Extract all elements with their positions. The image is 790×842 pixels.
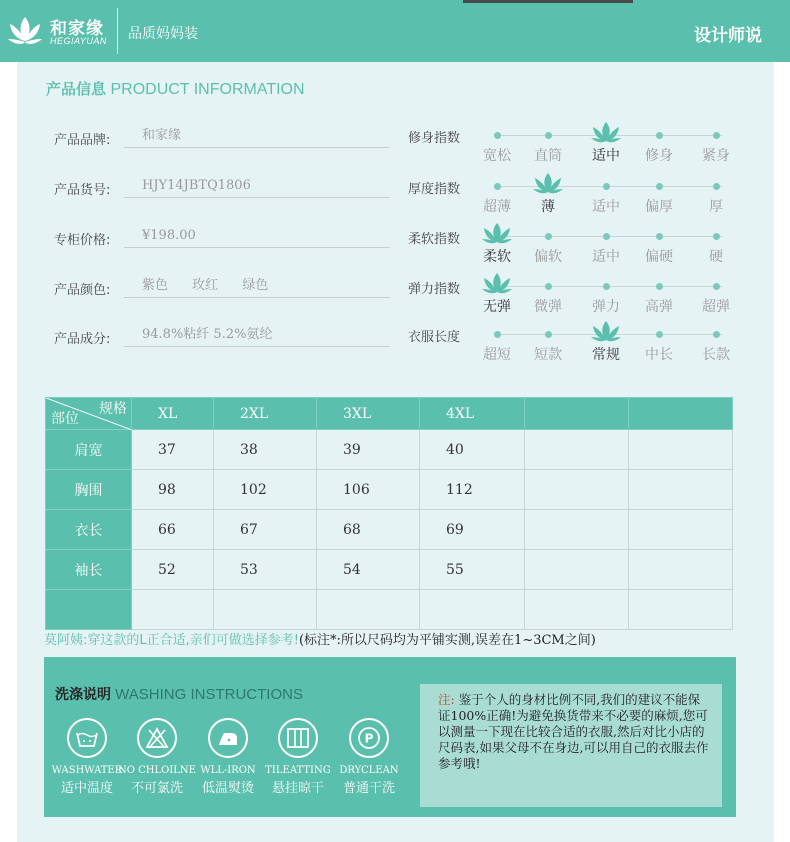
- corner-spec-label: 规格: [99, 401, 127, 417]
- designer-says-link[interactable]: 设计师说: [694, 26, 762, 46]
- lotus-marker-icon: [590, 320, 622, 342]
- scale-dot: [713, 183, 720, 190]
- scale-option: 无弹: [483, 299, 511, 315]
- scale-dot: [656, 283, 663, 290]
- sizing-notice: [420, 684, 722, 807]
- scale-option: 直筒: [534, 148, 562, 164]
- scale-option: 适中: [592, 199, 620, 215]
- wash-code: WLL-IRON: [200, 765, 256, 776]
- table-cell: 55: [420, 550, 525, 590]
- table-cell: 67: [214, 510, 317, 550]
- scale-option: 薄: [541, 199, 555, 215]
- table-cell: [214, 590, 317, 630]
- washing-section: [44, 657, 736, 817]
- lotus-logo-icon: [6, 14, 44, 48]
- table-cell: [629, 470, 733, 510]
- scale-dot: [494, 132, 501, 139]
- no-bleach-icon: [137, 718, 177, 758]
- wash-desc: 悬挂晾干: [271, 781, 324, 796]
- material-value: 94.8%粘纤 5.2%氨纶: [124, 325, 390, 347]
- table-cell: 69: [420, 510, 525, 550]
- table-cell: [525, 550, 629, 590]
- scale-option: 弹力: [592, 299, 620, 315]
- scale-option: 中长: [645, 347, 673, 363]
- scale-option: 超弹: [702, 299, 730, 315]
- table-corner: [46, 398, 132, 430]
- table-cell: [525, 470, 629, 510]
- scale-dot: [494, 331, 501, 338]
- scale-option: 紧身: [702, 148, 730, 164]
- part-label: 胸围: [46, 470, 132, 510]
- size-header-row: [46, 398, 733, 430]
- wash-tub-icon: [67, 718, 107, 758]
- washing-title-en: WASHING INSTRUCTIONS: [115, 686, 303, 703]
- scale-dot: [545, 132, 552, 139]
- scale-option: 常规: [592, 347, 620, 363]
- scale-dot: [603, 183, 610, 190]
- scale-label: 厚度指数: [408, 182, 461, 197]
- header-tagline: 品质妈妈装: [128, 26, 198, 42]
- scale-dot: [713, 283, 720, 290]
- size-header: 3XL: [317, 398, 420, 430]
- scale-option: 长款: [702, 347, 730, 363]
- wash-desc: 不可氯洗: [130, 781, 183, 796]
- table-cell: 52: [132, 550, 214, 590]
- scale-option: 偏厚: [645, 199, 673, 215]
- table-cell: 38: [214, 430, 317, 470]
- scale-dot: [603, 233, 610, 240]
- table-row: [46, 510, 733, 550]
- table-cell: 68: [317, 510, 420, 550]
- brand-label: 产品品牌:: [54, 133, 111, 148]
- scale-option: 高弹: [645, 299, 673, 315]
- price-label: 专柜价格:: [54, 233, 111, 248]
- table-cell: 54: [317, 550, 420, 590]
- wash-desc: 普通干洗: [342, 781, 395, 796]
- color-option: 绿色: [242, 278, 269, 293]
- notice-body: 鉴于个人的身材比例不同,我们的建议不能保证100%正确!为避免换货带来不必要的麻烦,您可以测量一下现在比较合适的衣服,然后对比小店的尺码表,如果父母不在身边,可以用自己的衣服去作参考哦!: [438, 692, 709, 771]
- scale-option: 超短: [483, 347, 511, 363]
- size-header: 2XL: [214, 398, 317, 430]
- scale-label: 柔软指数: [408, 232, 461, 247]
- wash-desc: 适中温度: [60, 781, 113, 796]
- size-table: [45, 397, 733, 630]
- table-cell: [525, 590, 629, 630]
- scale-option: 厚: [709, 199, 723, 215]
- table-cell: [132, 590, 214, 630]
- header-divider: [117, 8, 118, 54]
- part-label: 肩宽: [46, 430, 132, 470]
- scale-dot: [656, 132, 663, 139]
- product-info-title: [46, 78, 305, 99]
- table-cell: [629, 510, 733, 550]
- scale-dot: [713, 331, 720, 338]
- brand-name: 和家缘: [50, 19, 104, 39]
- size-header: [525, 398, 629, 430]
- lotus-marker-icon: [481, 272, 513, 294]
- scale-option: 硬: [709, 249, 723, 265]
- wash-code: WASHWATER: [51, 765, 123, 776]
- scale-option: 偏软: [534, 249, 562, 265]
- scale-dot: [713, 132, 720, 139]
- product-info-title-en: PRODUCT INFORMATION: [110, 81, 305, 98]
- table-cell: 112: [420, 470, 525, 510]
- scale-dot: [656, 183, 663, 190]
- scale-option: 短款: [534, 347, 562, 363]
- table-cell: [629, 430, 733, 470]
- material-label: 产品成分:: [54, 332, 111, 347]
- size-note: [44, 629, 596, 648]
- scale-dot: [603, 283, 610, 290]
- scale-option: 适中: [592, 249, 620, 265]
- table-cell: 98: [132, 470, 214, 510]
- table-cell: [525, 510, 629, 550]
- table-cell: 37: [132, 430, 214, 470]
- sku-value: HJY14JBTQ1806: [124, 176, 390, 198]
- sku-label: 产品货号:: [54, 183, 111, 198]
- table-row: [46, 430, 733, 470]
- lotus-marker-icon: [481, 222, 513, 244]
- part-label: 衣长: [46, 510, 132, 550]
- table-cell: 106: [317, 470, 420, 510]
- hang-dry-icon: [278, 718, 318, 758]
- color-label: 产品颜色:: [54, 283, 111, 298]
- table-cell: [629, 550, 733, 590]
- table-cell: [420, 590, 525, 630]
- scale-dot: [545, 331, 552, 338]
- header-bar: [0, 0, 790, 62]
- iron-icon: [208, 718, 248, 758]
- table-cell: 102: [214, 470, 317, 510]
- wash-code: NO CHLOILNE: [118, 765, 196, 776]
- size-tip: 莫阿姨:穿这款的L正合适,亲们可做选择参考!: [44, 633, 299, 648]
- table-cell: 40: [420, 430, 525, 470]
- size-remark: (标注*:所以尺码均为平铺实测,误差在1~3CM之间): [298, 633, 596, 648]
- lotus-marker-icon: [590, 121, 622, 143]
- color-option: 玫红: [192, 278, 219, 293]
- scale-option: 宽松: [483, 148, 511, 164]
- part-label: 袖长: [46, 550, 132, 590]
- table-row: [46, 470, 733, 510]
- scale-label: 修身指数: [408, 131, 461, 146]
- scale-dot: [494, 183, 501, 190]
- scale-label: 弹力指数: [408, 282, 461, 297]
- scale-option: 微弹: [534, 299, 562, 315]
- svg-text:P: P: [364, 731, 374, 746]
- wash-desc: 低温熨烫: [201, 781, 254, 796]
- scale-dot: [545, 233, 552, 240]
- scale-dot: [713, 233, 720, 240]
- corner-part-label: 部位: [51, 411, 79, 427]
- color-values: [124, 276, 390, 298]
- table-cell: [629, 590, 733, 630]
- product-info-title-cn: 产品信息: [46, 80, 107, 98]
- notice-lead: 注:: [438, 692, 455, 707]
- wash-code: TILEATTING: [265, 765, 331, 776]
- brand-name-en: HEGIAYUAN: [50, 36, 107, 46]
- brand-value: 和家缘: [124, 126, 390, 148]
- size-header: XL: [132, 398, 214, 430]
- wash-code: DRYCLEAN: [339, 765, 399, 776]
- scale-option: 偏硬: [645, 249, 673, 265]
- table-cell: 53: [214, 550, 317, 590]
- scale-label: 衣服长度: [408, 330, 461, 345]
- table-cell: [317, 590, 420, 630]
- price-value: ¥198.00: [124, 226, 390, 248]
- dry-clean-icon: [349, 718, 389, 758]
- scale-option: 超薄: [483, 199, 511, 215]
- scale-dot: [656, 233, 663, 240]
- washing-title-cn: 洗涤说明: [55, 687, 111, 703]
- lotus-marker-icon: [532, 172, 564, 194]
- scale-dot: [656, 331, 663, 338]
- part-label: [46, 590, 132, 630]
- scale-option: 适中: [592, 148, 620, 164]
- scale-option: 修身: [645, 148, 673, 164]
- table-row: [46, 590, 733, 630]
- size-header: [629, 398, 733, 430]
- top-accent-line: [463, 0, 633, 3]
- scale-dot: [545, 283, 552, 290]
- washing-title: [55, 684, 303, 704]
- scale-option: 柔软: [483, 249, 511, 265]
- size-header: 4XL: [420, 398, 525, 430]
- table-cell: 39: [317, 430, 420, 470]
- table-row: [46, 550, 733, 590]
- color-option: 紫色: [142, 278, 169, 293]
- table-cell: [525, 430, 629, 470]
- table-cell: 66: [132, 510, 214, 550]
